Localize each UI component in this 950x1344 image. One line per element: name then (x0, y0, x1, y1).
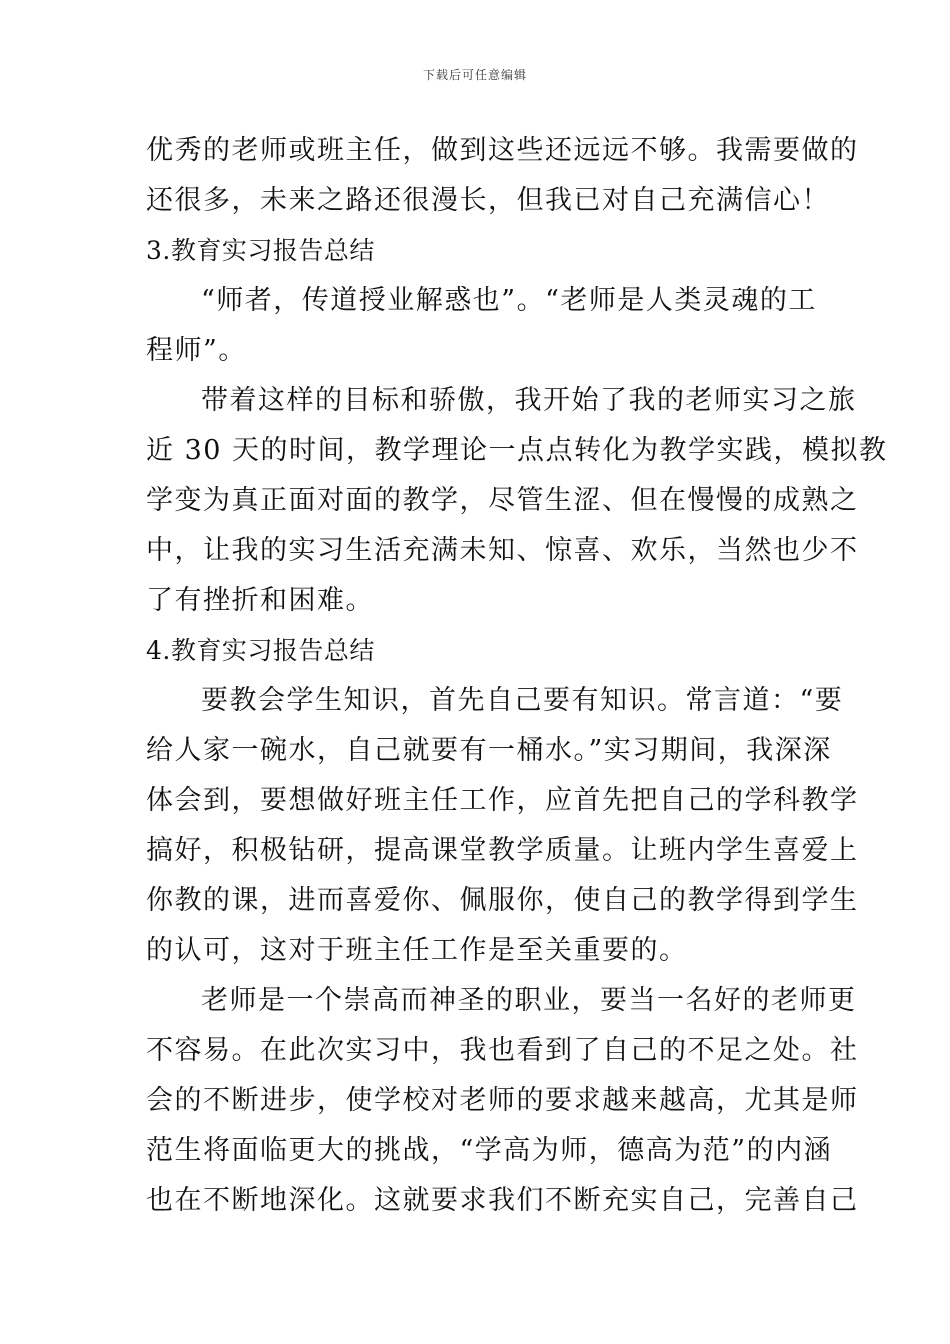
text-line: 了有挫折和困难。 (146, 585, 374, 616)
section-heading: 4.教育实习报告总结 (146, 636, 375, 665)
text-line: 优秀的老师或班主任，做到这些还远远不够。我需要做的 (146, 135, 859, 166)
text-line: 的认可，这对于班主任工作是至关重要的。 (146, 935, 688, 966)
text-line: 不容易。在此次实习中，我也看到了自己的不足之处。社 (146, 1035, 859, 1066)
text-line: 搞好，积极钻研，提高课堂教学质量。让班内学生喜爱上 (146, 835, 859, 866)
text-line: 带着这样的目标和骄傲，我开始了我的老师实习之旅 (201, 385, 857, 416)
text-line: 中，让我的实习生活充满未知、惊喜、欢乐，当然也少不 (146, 535, 859, 566)
text-line: “师者，传道授业解惑也”。“老师是人类灵魂的工 (201, 285, 817, 316)
text-line: 也在不断地深化。这就要求我们不断充实自己，完善自己 (146, 1185, 859, 1216)
text-line: 范生将面临更大的挑战，“学高为师，德高为范”的内涵 (146, 1135, 833, 1166)
text-line: 程师”。 (146, 335, 247, 366)
text-line: 老师是一个崇高而神圣的职业，要当一名好的老师更 (201, 985, 857, 1016)
text-line: 体会到，要想做好班主任工作，应首先把自己的学科教学 (146, 785, 859, 816)
text-line: 学变为真正面对面的教学，尽管生涩、但在慢慢的成熟之 (146, 485, 859, 516)
text-line: 近 30 天的时间，教学理论一点点转化为教学实践，模拟教 (146, 435, 888, 466)
text-line: 要教会学生知识，首先自己要有知识。常言道：“要 (201, 685, 844, 716)
section-heading: 3.教育实习报告总结 (146, 236, 375, 265)
page-header-note: 下载后可任意编辑 (422, 68, 527, 82)
document-body (146, 126, 888, 1226)
text-line: 会的不断进步，使学校对老师的要求越来越高，尤其是师 (146, 1085, 859, 1116)
text-line: 给人家一碗水，自己就要有一桶水。”实习期间，我深深 (146, 735, 832, 766)
text-line: 还很多，未来之路还很漫长，但我已对自己充满信心！ (146, 185, 830, 216)
text-line: 你教的课，进而喜爱你、佩服你，使自己的教学得到学生 (146, 885, 859, 916)
